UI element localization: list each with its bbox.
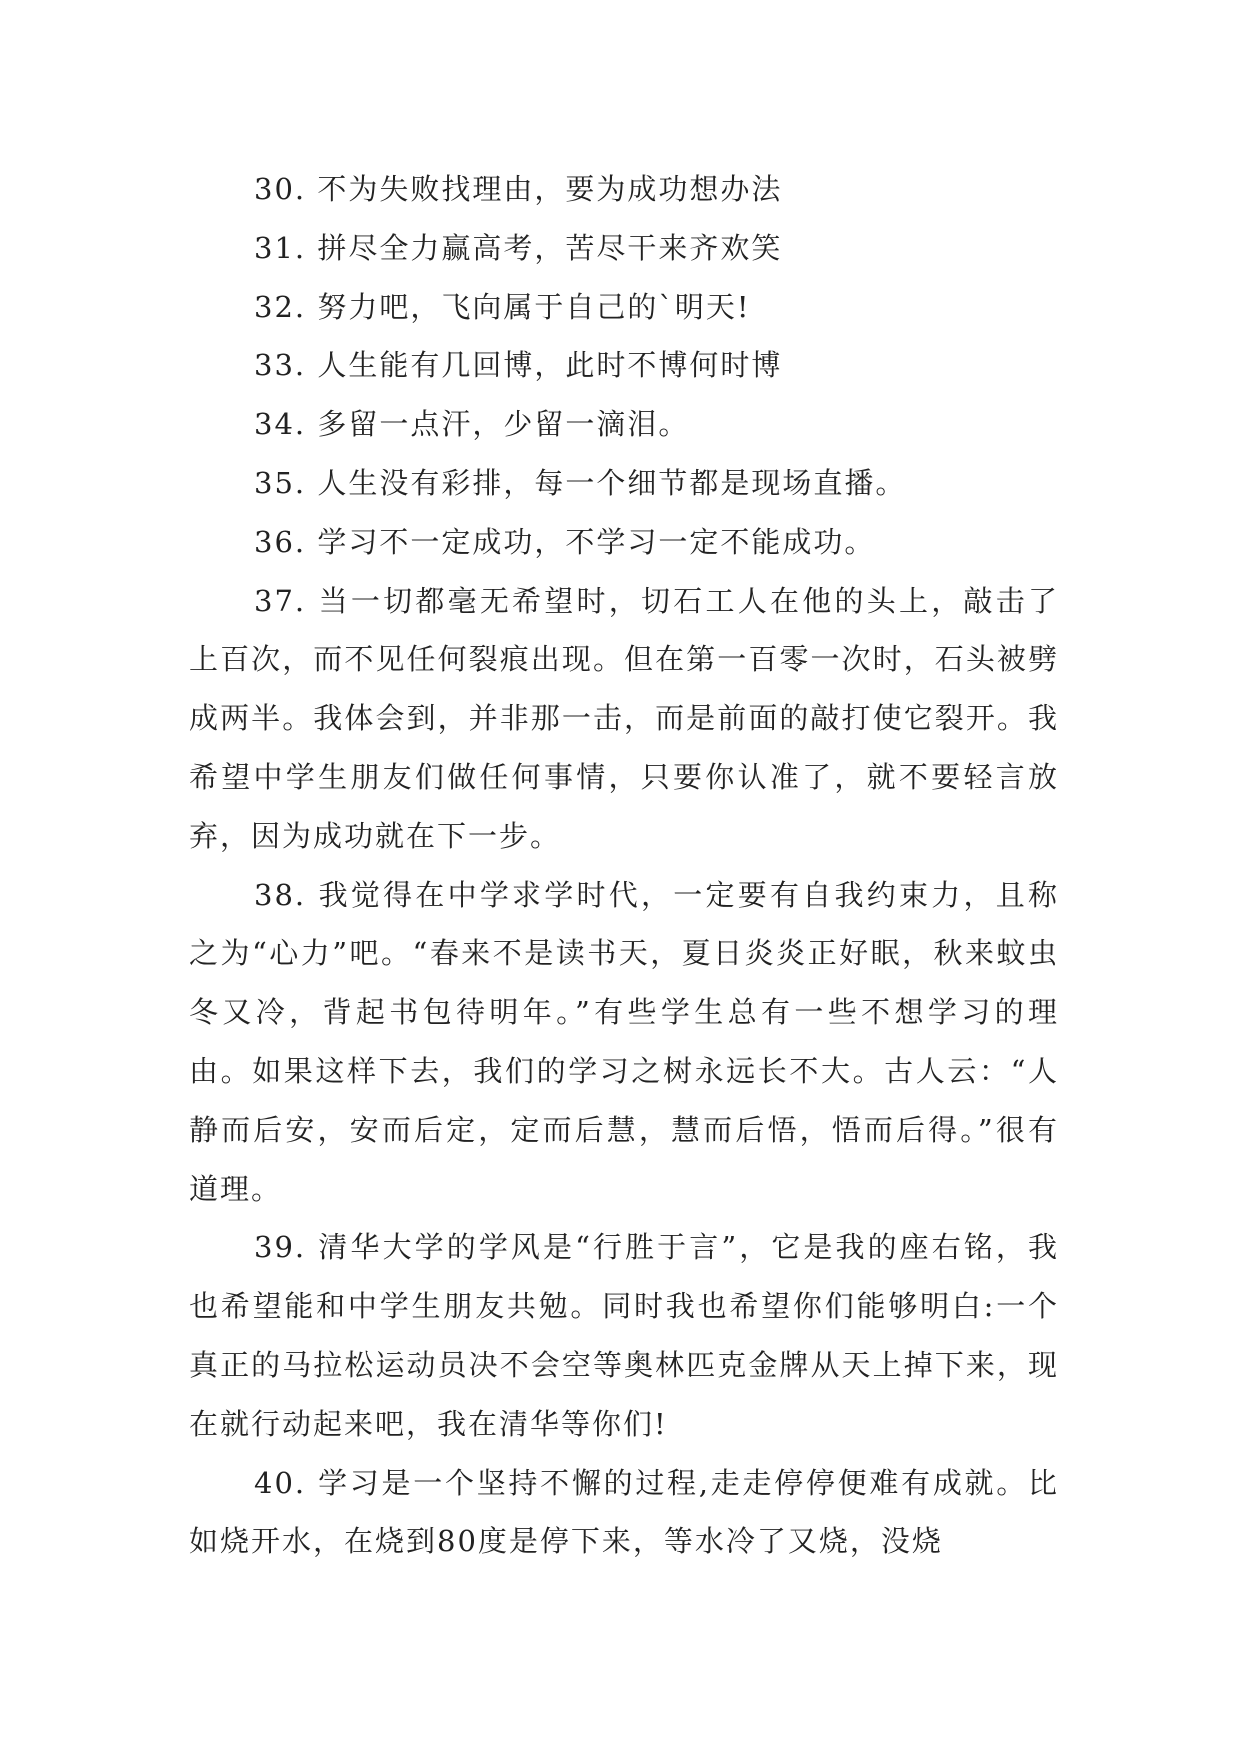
list-item: 35. 人生没有彩排，每一个细节都是现场直播。 <box>254 465 907 500</box>
list-item: 30. 不为失败找理由，要为成功想办法 <box>254 172 783 206</box>
paragraph-37: 37. 当一切都毫无希望时，切石工人在他的头上，敲击了上百次，而不见任何裂痕出现。但在第一百零一次时，石头被劈成两半。我体会到，并非那一击，而是前面的敲打使它裂开。我希望中学生朋友们做任何事情，只要你认准了，就不要轻言放弃，因为成功就在下一步。 <box>189 583 1059 853</box>
paragraph-39: 39. 清华大学的学风是“行胜于言”，它是我的座右铭，我也希望能和中学生朋友共勉。同时我也希望你们能够明白:一个真正的马拉松运动员决不会空等奥林匹克金牌从天上掉下来，现在就行动起来吧，我在清华等你们! <box>189 1230 1059 1441</box>
list-item: 31. 拼尽全力赢高考，苦尽干来齐欢笑 <box>254 230 783 265</box>
paragraph-40: 40. 学习是一个坚持不懈的过程,走走停停便难有成就。比如烧开水，在烧到80度是停下来，等水冷了又烧，没烧 <box>189 1465 1059 1559</box>
document-body <box>189 160 1059 1571</box>
list-item: 32. 努力吧，飞向属于自己的`明天! <box>254 289 751 324</box>
list-item: 34. 多留一点汗，少留一滴泪。 <box>254 407 690 442</box>
list-item: 33. 人生能有几回博，此时不博何时博 <box>254 348 783 383</box>
list-item: 36. 学习不一定成功，不学习一定不能成功。 <box>254 524 876 559</box>
paragraph-38: 38. 我觉得在中学求学时代，一定要有自我约束力，且称之为“心力”吧。“春来不是读书天，夏日炎炎正好眠，秋来蚊虫冬又冷，背起书包待明年。”有些学生总有一些不想学习的理由。如果这样下去，我们的学习之树永远长不大。古人云：“人静而后安，安而后定，定而后慧，慧而后悟，悟而后得。”很有道理。 <box>189 877 1059 1206</box>
